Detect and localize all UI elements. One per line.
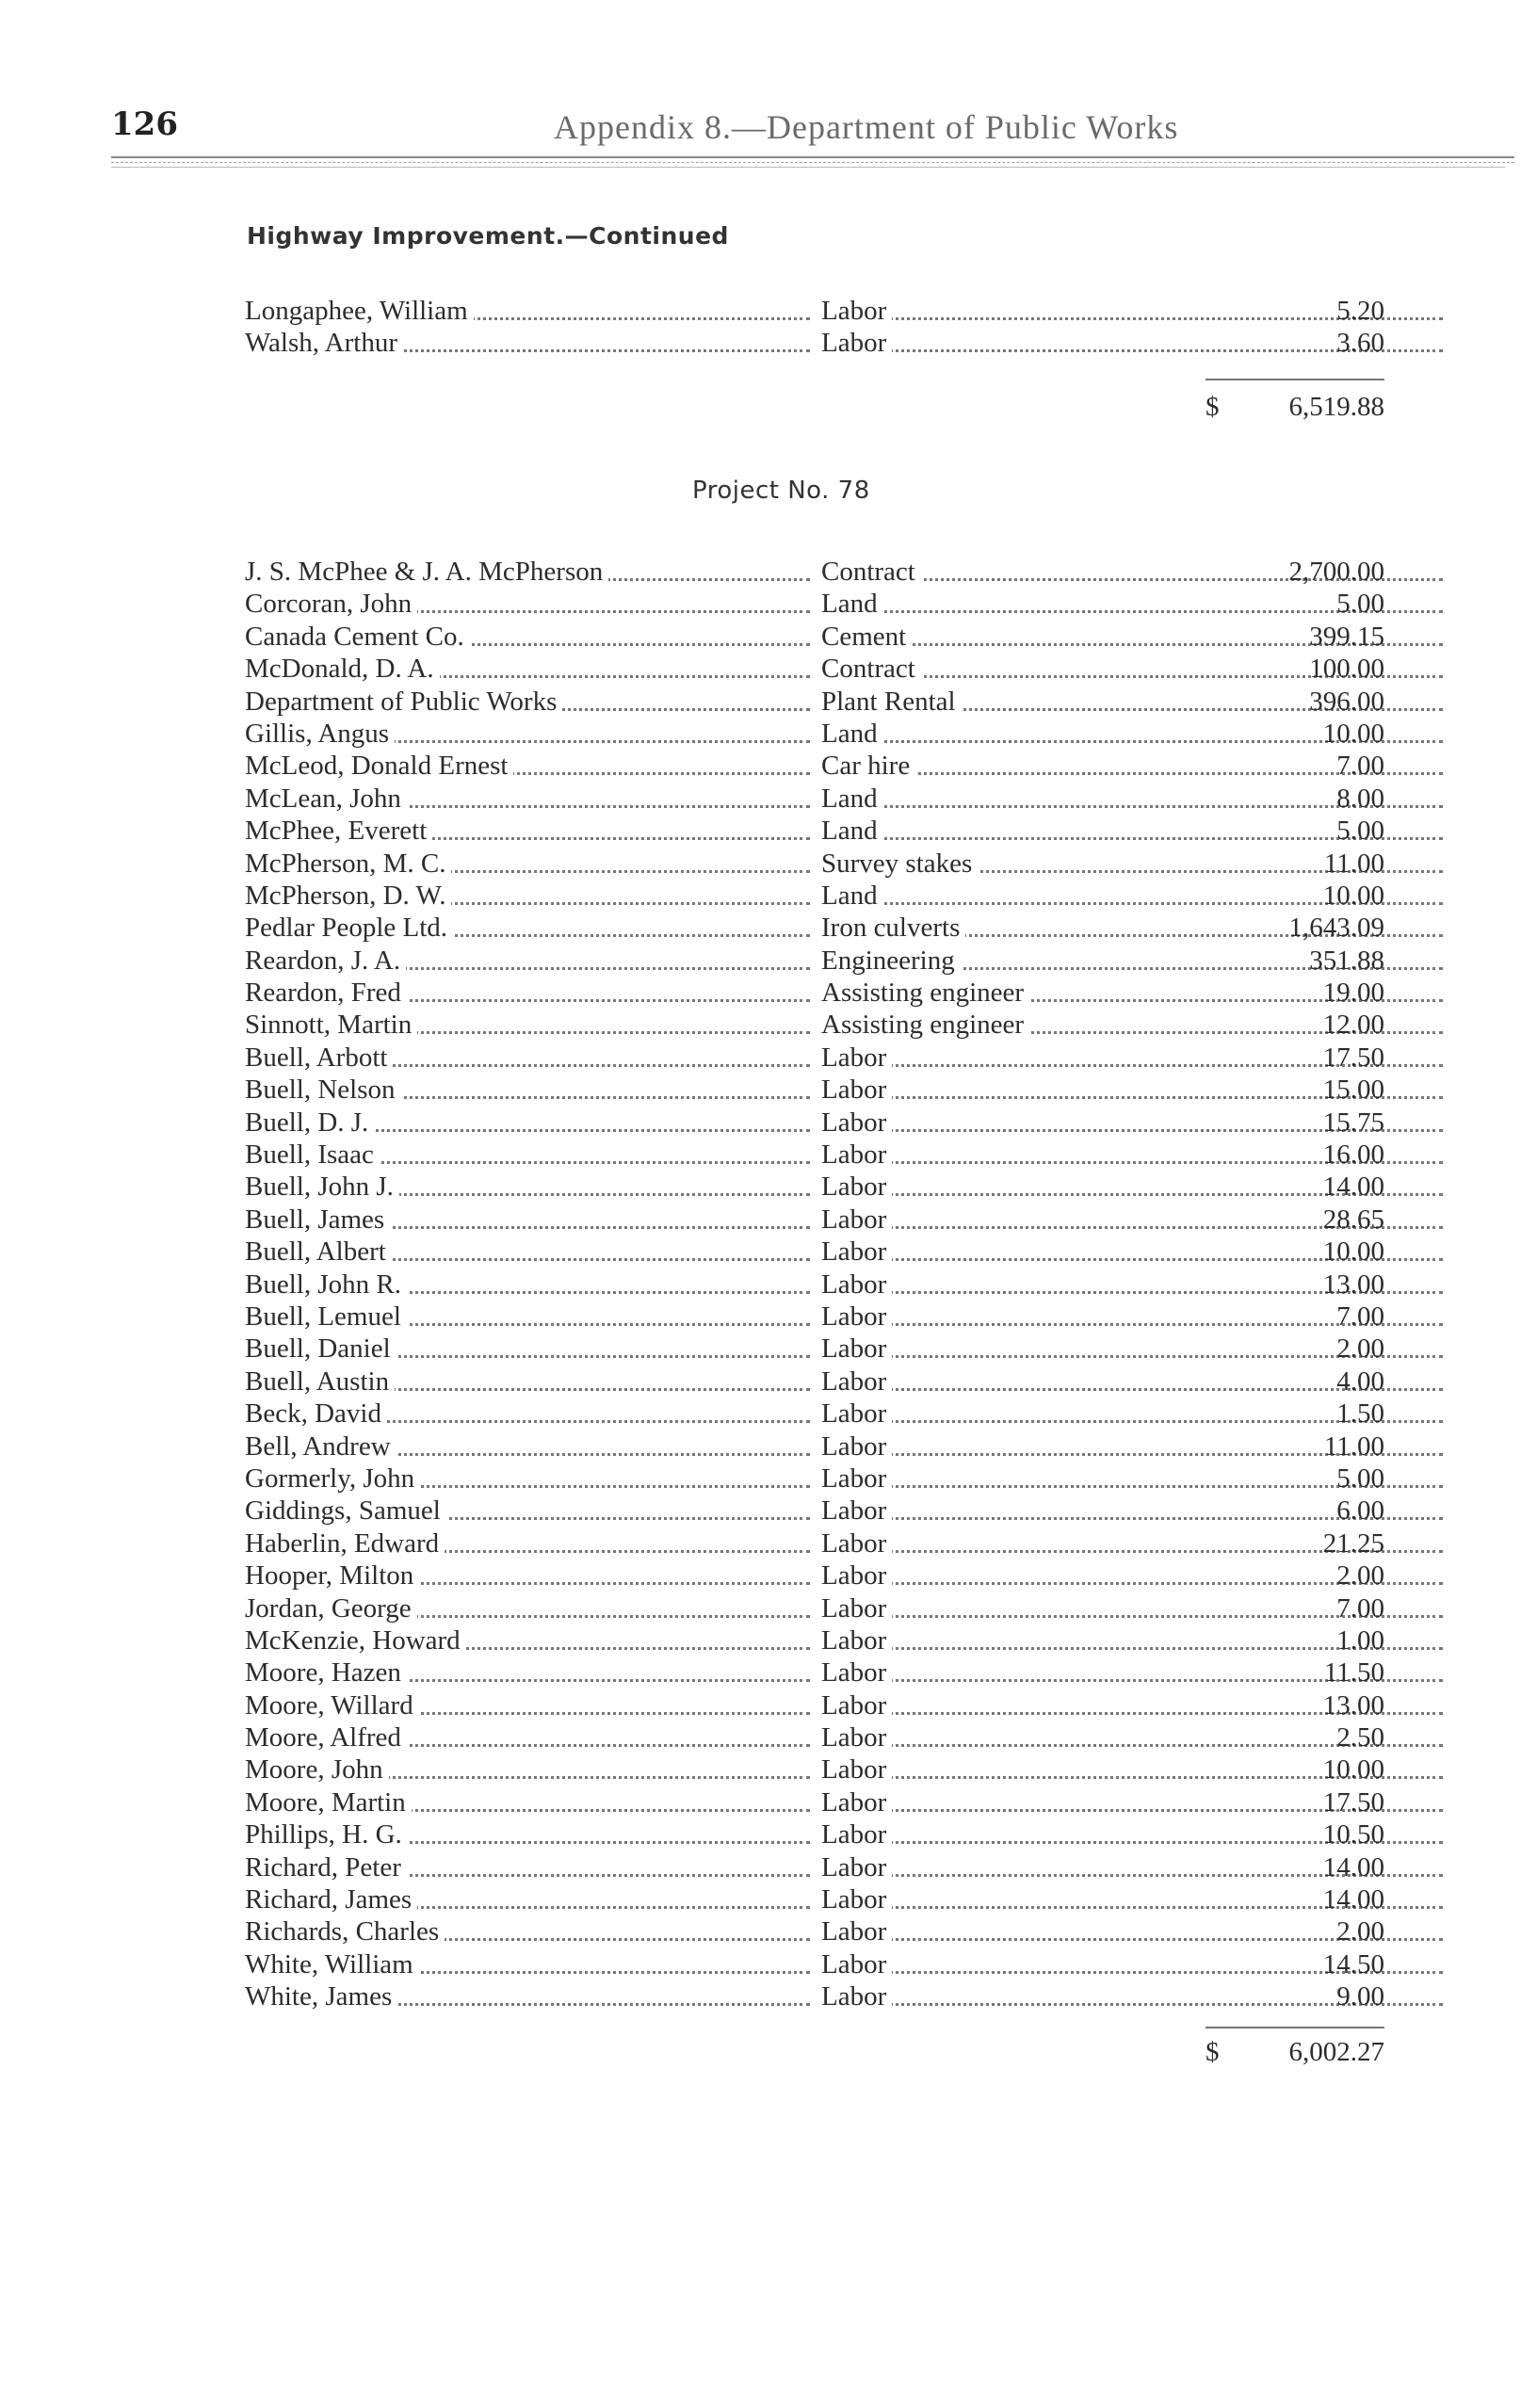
- payee-cell: [245, 1753, 810, 1786]
- ledger-row: [245, 945, 1384, 977]
- payee-name: Moore, Willard: [245, 1690, 419, 1721]
- payee-name: Hooper, Milton: [245, 1560, 419, 1591]
- payee-cell: [245, 718, 810, 750]
- payee-name: Sinnott, Martin: [245, 1010, 417, 1040]
- item-description: Assisting engineer: [821, 978, 1029, 1008]
- amount: 2.00: [1336, 1916, 1384, 1947]
- running-head: Appendix 8.—Department of Public Works: [554, 108, 1179, 146]
- payee-name: Corcoran, John: [245, 589, 417, 619]
- item-description: Land: [821, 784, 883, 814]
- item-description: Labor: [821, 1949, 892, 1980]
- item-description: Labor: [821, 1269, 892, 1300]
- payee-cell: [245, 621, 810, 653]
- amount: 15.75: [1322, 1107, 1384, 1138]
- payee-cell: [245, 295, 810, 327]
- ledger-row: [245, 977, 1384, 1009]
- page-number: 126: [111, 105, 178, 143]
- amount: 3.60: [1336, 328, 1384, 359]
- payee-cell: [245, 1074, 810, 1106]
- amount: 10.00: [1322, 880, 1384, 911]
- ledger-row: [245, 750, 1384, 782]
- payee-name: Buell, Albert: [245, 1236, 392, 1267]
- payee-cell: [245, 1495, 810, 1527]
- item-description: Labor: [821, 1107, 892, 1138]
- payee-name: Moore, Hazen: [245, 1657, 407, 1688]
- ledger-row: [245, 1721, 1384, 1753]
- item-description: Iron culverts: [821, 913, 965, 943]
- item-description: Labor: [821, 1172, 892, 1202]
- section-total: [1205, 392, 1384, 426]
- payee-name: Giddings, Samuel: [245, 1495, 446, 1526]
- payee-name: Gormerly, John: [245, 1463, 420, 1494]
- amount: 21.25: [1322, 1527, 1384, 1559]
- payee-name: Jordan, George: [245, 1593, 417, 1624]
- amount: 6.00: [1336, 1495, 1384, 1527]
- amount: 15.00: [1322, 1075, 1384, 1106]
- payee-name: Richard, Peter: [245, 1852, 407, 1883]
- item-description: Labor: [821, 1398, 892, 1429]
- payee-cell: [245, 945, 810, 977]
- payee-cell: [245, 1592, 810, 1624]
- amount: 4.00: [1336, 1366, 1384, 1397]
- payee-name: Buell, John J.: [245, 1172, 399, 1202]
- amount: 10.00: [1322, 718, 1384, 749]
- item-description: Assisting engineer: [821, 1010, 1029, 1040]
- amount: 5.00: [1336, 589, 1384, 620]
- ledger-row: [245, 1042, 1384, 1074]
- ledger-row: [245, 1560, 1384, 1592]
- payee-name: Walsh, Arthur: [245, 328, 403, 358]
- payee-cell: [245, 1398, 810, 1430]
- item-description: Labor: [821, 1625, 892, 1656]
- item-description: Labor: [821, 1431, 892, 1462]
- payee-name: Beck, David: [245, 1398, 387, 1429]
- amount: 13.00: [1322, 1689, 1384, 1721]
- payee-name: Richard, James: [245, 1884, 417, 1915]
- amount: 28.65: [1322, 1204, 1384, 1235]
- payee-name: Buell, Isaac: [245, 1139, 380, 1170]
- ledger-row: [245, 621, 1384, 653]
- amount: 10.00: [1322, 1754, 1384, 1786]
- item-description: Labor: [821, 1852, 892, 1883]
- payee-name: Buell, John R.: [245, 1269, 407, 1300]
- ledger-row: [245, 295, 1384, 327]
- ledger-row: [245, 1074, 1384, 1106]
- ledger-row: [245, 1107, 1384, 1139]
- amount: 13.00: [1322, 1269, 1384, 1300]
- amount: 396.00: [1309, 686, 1384, 717]
- payee-cell: [245, 556, 810, 588]
- item-description: Labor: [821, 1236, 892, 1267]
- item-description: Labor: [821, 1333, 892, 1364]
- payee-name: Buell, James: [245, 1204, 390, 1235]
- item-description: Labor: [821, 1366, 892, 1397]
- payee-cell: [245, 1463, 810, 1495]
- payee-name: Moore, Martin: [245, 1787, 412, 1818]
- ledger-row: [245, 1624, 1384, 1657]
- item-description: Labor: [821, 1301, 892, 1332]
- ledger-row: [245, 1398, 1384, 1430]
- amount: 2.50: [1336, 1722, 1384, 1753]
- payee-name: McKenzie, Howard: [245, 1625, 466, 1656]
- item-description: Land: [821, 816, 883, 846]
- ledger-row: [245, 1236, 1384, 1268]
- ledger-row: [245, 1463, 1384, 1495]
- payee-name: Haberlin, Edward: [245, 1528, 445, 1559]
- amount: 2,700.00: [1288, 557, 1384, 587]
- amount: 14.00: [1322, 1884, 1384, 1915]
- payee-cell: [245, 1139, 810, 1171]
- amount: 100.00: [1309, 654, 1384, 685]
- currency-symbol: $: [1205, 392, 1220, 422]
- payee-cell: [245, 1786, 810, 1818]
- ledger-row: [245, 1527, 1384, 1560]
- item-description: Labor: [821, 296, 892, 326]
- amount: 7.00: [1336, 1592, 1384, 1624]
- item-description: Labor: [821, 1690, 892, 1721]
- subtotal-rule: [1205, 379, 1384, 380]
- payee-name: Buell, Nelson: [245, 1075, 401, 1105]
- ledger-row: [245, 1851, 1384, 1883]
- item-description: Survey stakes: [821, 848, 978, 879]
- payee-name: Pedlar People Ltd.: [245, 913, 453, 943]
- ledger-row: [245, 1818, 1384, 1850]
- ledger-row: [245, 718, 1384, 750]
- payee-cell: [245, 1171, 810, 1203]
- ledger-row: [245, 1333, 1384, 1365]
- payee-cell: [245, 1204, 810, 1236]
- payee-cell: [245, 1107, 810, 1139]
- ledger-row: [245, 1366, 1384, 1398]
- payee-cell: [245, 1689, 810, 1721]
- ledger-row: [245, 912, 1384, 944]
- item-description: Labor: [821, 1075, 892, 1105]
- item-description: Land: [821, 881, 883, 911]
- payee-cell: [245, 1009, 810, 1041]
- ledger-row: [245, 1204, 1384, 1236]
- amount: 16.00: [1322, 1139, 1384, 1171]
- payee-name: Richards, Charles: [245, 1916, 445, 1947]
- ledger-row: [245, 1915, 1384, 1947]
- ledger-row: [245, 1657, 1384, 1689]
- item-description: Car hire: [821, 751, 915, 781]
- payee-cell: [245, 1818, 810, 1850]
- payee-cell: [245, 1236, 810, 1268]
- payee-name: McPherson, D. W.: [245, 881, 451, 911]
- ledger-row: [245, 1786, 1384, 1818]
- item-description: Labor: [821, 1754, 892, 1785]
- amount: 11.00: [1323, 1430, 1384, 1462]
- amount: 9.00: [1336, 1981, 1384, 2012]
- amount: 1.50: [1336, 1398, 1384, 1430]
- payee-name: Phillips, H. G.: [245, 1819, 408, 1850]
- payee-cell: [245, 327, 810, 359]
- item-description: Labor: [821, 1593, 892, 1624]
- ledger-row: [245, 1948, 1384, 1980]
- ledger-row: [245, 1592, 1384, 1624]
- payee-name: Buell, Daniel: [245, 1333, 396, 1364]
- payee-name: Buell, Austin: [245, 1366, 395, 1397]
- payee-cell: [245, 912, 810, 944]
- amount: 5.00: [1336, 816, 1384, 847]
- payee-cell: [245, 1301, 810, 1333]
- ledger-row: [245, 783, 1384, 815]
- project-total-rule: [1205, 2027, 1384, 2028]
- item-description: Labor: [821, 1560, 892, 1591]
- item-description: Engineering: [821, 945, 961, 976]
- highway-ledger: [245, 295, 1384, 360]
- payee-cell: [245, 588, 810, 620]
- item-description: Labor: [821, 1463, 892, 1494]
- ledger-row: [245, 653, 1384, 685]
- item-description: Labor: [821, 1528, 892, 1559]
- ledger-row: [245, 327, 1384, 359]
- payee-cell: [245, 1042, 810, 1074]
- project-ledger: [245, 556, 1384, 2013]
- item-description: Land: [821, 589, 883, 619]
- payee-cell: [245, 1624, 810, 1657]
- item-description: Cement: [821, 622, 912, 652]
- payee-cell: [245, 750, 810, 782]
- payee-cell: [245, 977, 810, 1009]
- ledger-row: [245, 686, 1384, 718]
- item-description: Labor: [821, 1495, 892, 1526]
- payee-name: Bell, Andrew: [245, 1431, 396, 1462]
- payee-cell: [245, 1980, 810, 2012]
- payee-name: Buell, D. J.: [245, 1107, 374, 1138]
- payee-cell: [245, 1883, 810, 1915]
- ledger-row: [245, 848, 1384, 880]
- amount: 19.00: [1322, 978, 1384, 1009]
- item-description: Labor: [821, 1204, 892, 1235]
- payee-name: White, James: [245, 1981, 397, 2012]
- item-description: Contract: [821, 557, 921, 587]
- ledger-row: [245, 815, 1384, 847]
- section-heading: Highway Improvement.—Continued: [247, 222, 729, 250]
- ledger-row: [245, 1301, 1384, 1333]
- payee-name: Buell, Arbott: [245, 1042, 393, 1073]
- ledger-row: [245, 1495, 1384, 1527]
- payee-cell: [245, 1366, 810, 1398]
- payee-cell: [245, 815, 810, 847]
- payee-cell: [245, 783, 810, 815]
- ledger-row: [245, 588, 1384, 620]
- item-description: Labor: [821, 1722, 892, 1753]
- payee-name: White, William: [245, 1949, 419, 1980]
- payee-name: McDonald, D. A.: [245, 654, 440, 684]
- page-header: [111, 105, 1354, 153]
- amount: 10.00: [1322, 1236, 1384, 1268]
- payee-cell: [245, 1560, 810, 1592]
- item-description: Plant Rental: [821, 687, 962, 717]
- amount: 1,643.09: [1288, 913, 1384, 944]
- payee-cell: [245, 1851, 810, 1883]
- payee-cell: [245, 1721, 810, 1753]
- amount: 14.00: [1322, 1851, 1384, 1883]
- amount: 11.00: [1323, 848, 1384, 879]
- payee-name: McPhee, Everett: [245, 816, 432, 846]
- project-heading: Project No. 78: [692, 477, 870, 505]
- payee-cell: [245, 1657, 810, 1689]
- ledger-row: [245, 1430, 1384, 1463]
- amount: 14.00: [1322, 1172, 1384, 1203]
- payee-name: Reardon, Fred: [245, 978, 407, 1008]
- item-description: Labor: [821, 1884, 892, 1915]
- amount: 12.00: [1322, 1010, 1384, 1041]
- item-description: Labor: [821, 1139, 892, 1170]
- item-description: Labor: [821, 1787, 892, 1818]
- amount: 7.00: [1336, 1301, 1384, 1332]
- payee-cell: [245, 1269, 810, 1301]
- total-amount: 6,519.88: [1288, 392, 1384, 422]
- amount: 17.50: [1322, 1042, 1384, 1073]
- project-total: [1205, 2037, 1384, 2071]
- ledger-row: [245, 1269, 1384, 1301]
- amount: 11.50: [1323, 1657, 1384, 1689]
- payee-cell: [245, 1430, 810, 1463]
- payee-name: Moore, Alfred: [245, 1722, 407, 1753]
- ledger-row: [245, 880, 1384, 912]
- payee-cell: [245, 1948, 810, 1980]
- payee-cell: [245, 880, 810, 912]
- amount: 2.00: [1336, 1333, 1384, 1365]
- ledger-row: [245, 1139, 1384, 1171]
- total-amount: 6,002.27: [1288, 2037, 1384, 2067]
- amount: 14.50: [1322, 1948, 1384, 1980]
- payee-name: Reardon, J. A.: [245, 945, 406, 976]
- item-description: Labor: [821, 1916, 892, 1947]
- payee-name: Canada Cement Co.: [245, 622, 470, 652]
- amount: 399.15: [1309, 621, 1384, 652]
- item-description: Labor: [821, 1657, 892, 1688]
- amount: 7.00: [1336, 751, 1384, 782]
- ledger-row: [245, 1753, 1384, 1786]
- payee-name: Longaphee, William: [245, 296, 474, 326]
- payee-name: Department of Public Works: [245, 687, 562, 717]
- header-rule: [111, 156, 1514, 158]
- amount: 5.00: [1336, 1463, 1384, 1494]
- item-description: Labor: [821, 1042, 892, 1073]
- header-rule-thin: [111, 167, 1505, 168]
- ledger-row: [245, 1689, 1384, 1721]
- amount: 2.00: [1336, 1560, 1384, 1592]
- payee-name: McPherson, M. C.: [245, 848, 451, 879]
- ledger-row: [245, 556, 1384, 588]
- item-description: Contract: [821, 654, 921, 684]
- item-description: Labor: [821, 1819, 892, 1850]
- currency-symbol: $: [1205, 2037, 1220, 2067]
- payee-name: Gillis, Angus: [245, 719, 395, 749]
- payee-cell: [245, 1333, 810, 1365]
- payee-name: McLean, John: [245, 784, 407, 814]
- item-description: Land: [821, 719, 883, 749]
- amount: 1.00: [1336, 1624, 1384, 1656]
- item-description: Labor: [821, 1981, 892, 2012]
- ledger-row: [245, 1883, 1384, 1915]
- payee-name: Moore, John: [245, 1754, 389, 1785]
- payee-name: Buell, Lemuel: [245, 1301, 407, 1332]
- ledger-row: [245, 1009, 1384, 1041]
- payee-cell: [245, 686, 810, 718]
- payee-cell: [245, 1915, 810, 1947]
- amount: 10.50: [1322, 1819, 1384, 1850]
- amount: 5.20: [1336, 296, 1384, 326]
- payee-cell: [245, 1527, 810, 1560]
- ledger-row: [245, 1980, 1384, 2012]
- amount: 17.50: [1322, 1786, 1384, 1818]
- payee-cell: [245, 653, 810, 685]
- payee-cell: [245, 848, 810, 880]
- header-rule-dashed: [111, 162, 1514, 163]
- payee-name: McLeod, Donald Ernest: [245, 751, 513, 781]
- amount: 8.00: [1336, 783, 1384, 814]
- amount: 351.88: [1309, 945, 1384, 976]
- item-description: Labor: [821, 328, 892, 358]
- ledger-row: [245, 1171, 1384, 1203]
- payee-name: J. S. McPhee & J. A. McPherson: [245, 557, 608, 587]
